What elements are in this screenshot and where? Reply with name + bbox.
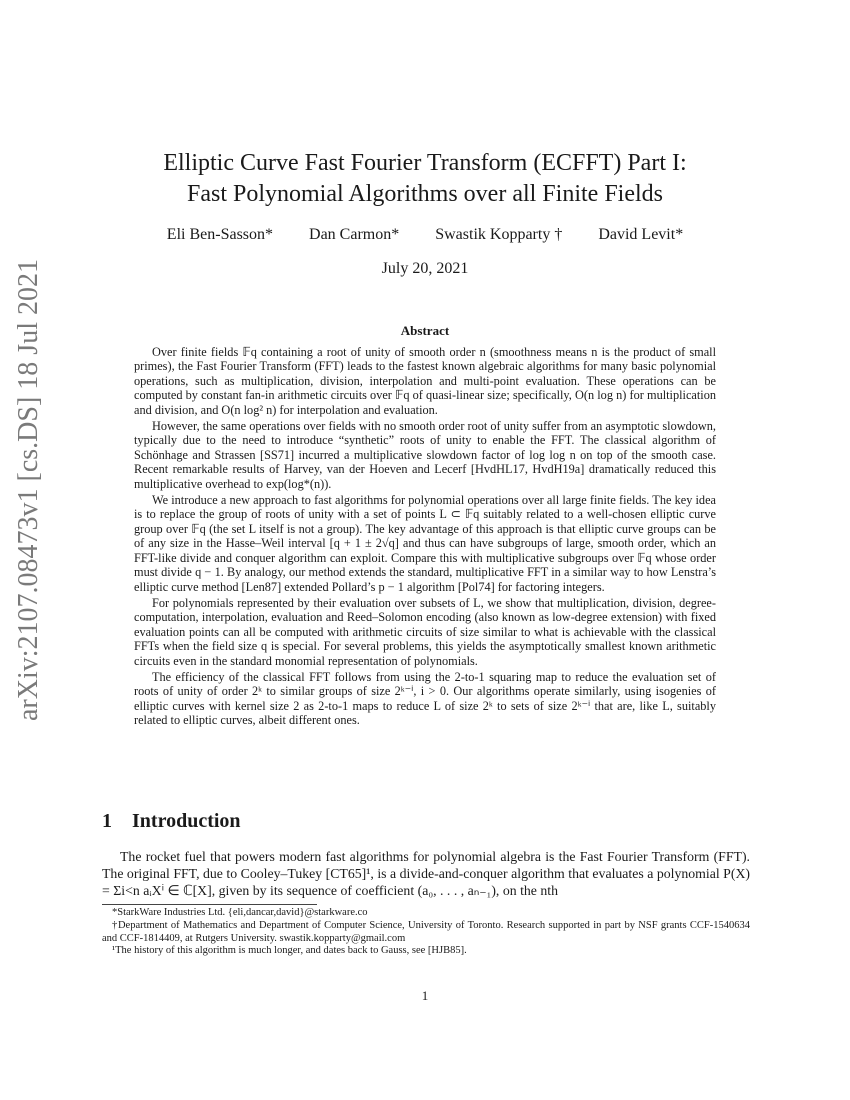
abstract-paragraph: Over finite fields 𝔽q containing a root of unity of smooth order n (smoothness means n is the product of small primes), the Fast Fourier Transform (FFT) leads to the fastest known algebraic algorithms for many basic polynomial operations, such as multiplication, division, interpolation and multi-point evaluation. These operations can be computed by constant fan-in arithmetic circuits over 𝔽q of quasi-linear size; specifically, O(n log n) for multiplication and division, and O(n log² n) for interpolation and evaluation. xyxy=(134,345,716,417)
arxiv-sidebar xyxy=(6,259,52,721)
paper-title xyxy=(100,148,750,210)
author: Swastik Kopparty † xyxy=(435,226,563,243)
abstract-paragraph: The efficiency of the classical FFT follows from using the 2-to-1 squaring map to reduce the evaluation set of roots of unity of order 2ᵏ to similar groups of size 2ᵏ⁻ⁱ, i > 0. Our algorithms operate similarly, using isogenies of elliptic curves with kernel size 2 as 2-to-1 maps to reduce L of size 2ᵏ to sets of size 2ᵏ⁻ⁱ that are, like L, suitably related to elliptic curves, albeit different ones. xyxy=(134,669,716,728)
title-line-2: Fast Polynomial Algorithms over all Finite Fields xyxy=(186,181,663,207)
intro-body xyxy=(102,848,750,900)
author-list xyxy=(100,226,750,244)
footnote: ¹The history of this algorithm is much longer, and dates back to Gauss, see [HJB85]. xyxy=(112,945,467,957)
section-heading xyxy=(102,810,241,833)
footnote: *StarkWare Industries Ltd. {eli,dancar,david}@starkware.co xyxy=(112,907,368,918)
title-line-1: Elliptic Curve Fast Fourier Transform (ECFFT) Part I: xyxy=(163,150,687,176)
section-number: 1 xyxy=(102,810,112,832)
intro-paragraph: The rocket fuel that powers modern fast algorithms for polynomial algebra is the Fast Fourier Transform (FFT). The original FFT, due to Cooley–Tukey [CT65]¹, is a divide-and-conquer algorithm that evaluates a polynomial P(X) = Σi<n aᵢXⁱ ∈ ℂ[X], given by its sequence of coefficient (a₀, . . . , aₙ₋₁), on the nth xyxy=(102,849,750,899)
abstract-heading: Abstract xyxy=(400,323,450,338)
author: David Levit* xyxy=(598,226,684,243)
footnotes xyxy=(102,907,750,958)
abstract-body xyxy=(134,345,716,730)
section-title: Introduction xyxy=(132,810,241,832)
footnote: †Department of Mathematics and Department of Computer Science, University of Toronto. Research supported in part by NSF grants CCF-1540634 and CCF-1814409, at Rutgers University. swastik.kopparty@gmail.com xyxy=(102,919,750,944)
abstract-paragraph: We introduce a new approach to fast algorithms for polynomial operations over all large finite fields. The key idea is to replace the group of roots of unity with a set of points L ⊂ 𝔽q suitably related to a well-chosen elliptic curve group over 𝔽q (the set L itself is not a group). The key advantage of this approach is that elliptic curve groups can be of any size in the Hasse–Weil interval [q + 1 ± 2√q] and thus can have subgroups of large, smooth order, which an FFT-like divide and conquer algorithm can exploit. Compare this with multiplicative subgroups over 𝔽q whose order must divide q − 1. By analogy, our method extends the standard, multiplicative FFT in a similar way to how Lenstra’s elliptic curve method [Len87] extended Pollard’s p − 1 algorithm [Pol74] for factoring integers. xyxy=(134,493,716,594)
paper-date: July 20, 2021 xyxy=(381,260,469,277)
author: Eli Ben-Sasson* xyxy=(166,226,274,243)
page-number: 1 xyxy=(421,988,429,1003)
footnote-rule xyxy=(102,904,317,905)
author: Dan Carmon* xyxy=(309,226,400,243)
abstract-paragraph: For polynomials represented by their evaluation over subsets of L, we show that multiplication, division, degree-computation, interpolation, evaluation and Reed–Solomon encoding (also known as low-degree extension) with fixed evaluation points can all be computed with arithmetic circuits of size similar to what is achievable with the classical FFTs when the field size q is special. For several problems, this yields the asymptotically smallest known arithmetic circuits even in the standard monomial representation of polynomials. xyxy=(134,595,716,668)
abstract-paragraph: However, the same operations over fields with no smooth order root of unity suffer from an asymptotic slowdown, typically due to the need to introduce “synthetic” roots of unity to enable the FFT. The classical algorithm of Schönhage and Strassen [SS71] incurred a multiplicative slowdown factor of log log n on top of the smooth case. Recent remarkable results of Harvey, van der Hoeven and Lecerf [HvdHL17, HvdH19a] dramatically reduced this multiplicative overhead to exp(log*(n)). xyxy=(134,419,716,491)
arxiv-identifier: arXiv:2107.08473v1 [cs.DS] 18 Jul 2021 xyxy=(13,259,44,721)
